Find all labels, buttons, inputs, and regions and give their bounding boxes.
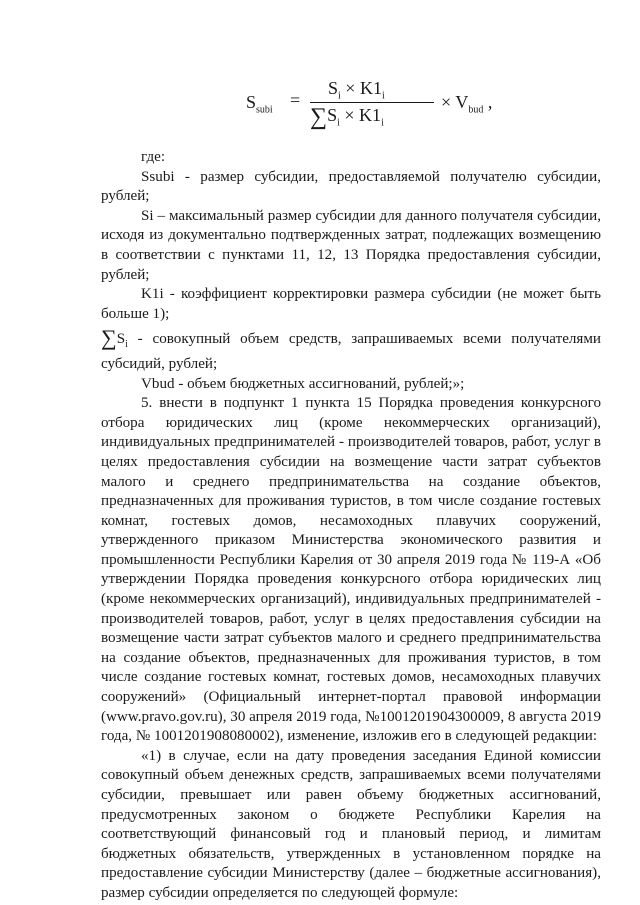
def-vbud: Vbud - объем бюджетных ассигнований, рублей;»; — [141, 375, 465, 392]
def-sum-si: $\sum S_i$ - совокупный объем средств, запрашиваемых всеми получателями субсидий, рублей; — [101, 325, 601, 372]
formula-equals: = — [290, 90, 301, 110]
def-k1i: K1i - коэффициент корректировки размера субсидии (не может быть больше 1); — [101, 286, 601, 322]
formula-numerator: $S_i \times K1_i$ — [328, 78, 385, 102]
formula-lhs: $S_{subi}$ — [246, 92, 273, 116]
def-ssubi: Ssubi - размер субсидии, предоставляемой получателю субсидии, рублей; — [101, 168, 601, 205]
def-si: Si – максимальный размер субсидии для данного получателя субсидии, исходя из документально подтвержденных затрат, подлежащих возмещению в соответствии с пунктами 11, 12, 13 Порядка предоставления субсидии, рублей; — [101, 207, 601, 283]
paragraph-1: «1) в случае, если на дату проведения заседания Единой комиссии совокупный объем денежных средств, запрашиваемых всеми получателями субсидии, превышает или равен объему бюджетных ассигнований, предусмотренных законом о бюджете Республики Карелия на соответствующий финансовый год и плановый период, и лимитам бюджетных обязательств, утвержденных в установленном порядке на предоставление субсидии Министерству (далее – бюджетные ассигнования), размер субсидии определяется по следующей формуле: — [101, 747, 601, 901]
formula-denominator: $\sum S_i \times K1_i$ — [310, 104, 384, 130]
fraction-bar — [310, 102, 434, 103]
where-label: где: — [141, 149, 166, 165]
document-body — [101, 148, 601, 904]
subsidy-formula — [246, 78, 493, 130]
formula-rhs: × $V_{bud}$ , — [441, 92, 493, 116]
paragraph-5: 5. внести в подпункт 1 пункта 15 Порядка проведения конкурсного отбора юридических лиц (кроме некоммерческих организаций), индивидуальных предпринимателей - производителей товаров, работ, услуг в целях предоставления субсидии на возмещение части затрат субъектов малого и среднего предпринимательства на создание объектов, предназначенных для проживания туристов, в том числе создание гостевых комнат, гостевых домов, несамоходных плавучих сооружений, утвержденного приказом Министерства экономического развития и промышленности Республики Карелия от 30 апреля 2019 года № 119-А «Об утверждении Порядка проведения конкурсного отбора юридических лиц (кроме некоммерческих организаций), индивидуальных предпринимателей - производителей товаров, работ, услуг в целях предоставления субсидии на возмещение части затрат субъектов малого и среднего предпринимательства на создание объектов, предназначенных для проживания туристов, в том числе создание гостевых комнат, гостевых домов, несамоходных плавучих сооружений» (Официальный интернет-портал правовой информации (www.pravo.gov.ru), 30 апреля 2019 года, №1001201904300009, 8 августа 2019 года, № 1001201908080002), изменение, изложив его в следующей редакции: — [101, 395, 601, 745]
